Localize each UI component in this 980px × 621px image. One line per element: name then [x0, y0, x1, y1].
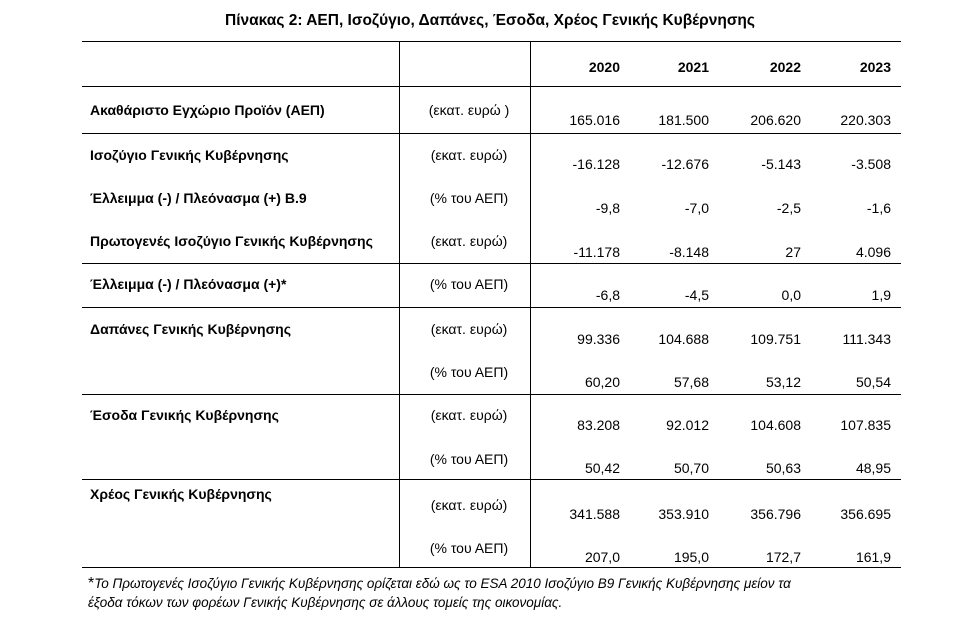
table-cell: 165.016 — [569, 112, 620, 128]
table-cell: -7,0 — [684, 200, 709, 216]
table-cell: 181.500 — [658, 112, 709, 128]
table-cell: 50,63 — [765, 460, 801, 476]
table-cell: 50,42 — [584, 460, 620, 476]
table-cell: 57,68 — [673, 374, 709, 390]
table-cell: 50,54 — [855, 374, 891, 390]
table-cell: 1,9 — [871, 287, 891, 303]
year-header: 2020 — [588, 59, 620, 75]
row-unit: (% του ΑΕΠ) — [429, 364, 509, 380]
table-cell: 53,12 — [765, 374, 801, 390]
row-divider — [82, 133, 901, 134]
footnote-marker: * — [88, 575, 95, 592]
table-cell: 356.695 — [840, 506, 891, 522]
table-cell: 99.336 — [577, 331, 620, 347]
table-cell: -8.148 — [669, 244, 709, 260]
table-cell: 353.910 — [658, 506, 709, 522]
footnote — [88, 574, 918, 612]
table-cell: 109.751 — [750, 331, 801, 347]
row-label: Έλλειμμα (-) / Πλεόνασμα (+) Β.9 — [90, 190, 307, 206]
table-cell: 195,0 — [673, 549, 709, 565]
table-cell: 111.343 — [842, 331, 891, 347]
row-divider — [82, 307, 901, 308]
column-divider — [530, 41, 531, 568]
table-cell: 161,9 — [855, 549, 891, 565]
table-cell: -2,5 — [776, 200, 801, 216]
row-divider — [82, 263, 901, 264]
table-cell: 206.620 — [750, 112, 801, 128]
row-unit: (% του ΑΕΠ) — [429, 276, 509, 292]
table-cell: 27 — [785, 244, 801, 260]
table-cell: 356.796 — [750, 506, 801, 522]
table-cell: 104.608 — [750, 417, 801, 433]
table-cell: 220.303 — [840, 112, 891, 128]
table-cell: -9,8 — [595, 200, 620, 216]
table-cell: -1,6 — [866, 200, 891, 216]
table-cell: 92.012 — [666, 417, 709, 433]
year-header: 2022 — [769, 59, 801, 75]
table-border-top — [82, 41, 901, 42]
row-label: Ισοζύγιο Γενικής Κυβέρνησης — [90, 147, 289, 163]
table-cell: -4,5 — [684, 287, 709, 303]
table-cell: 104.688 — [658, 331, 709, 347]
row-unit: (εκατ. ευρώ) — [430, 497, 508, 513]
row-unit: (εκατ. ευρώ) — [430, 233, 508, 249]
year-header: 2021 — [677, 59, 709, 75]
table-cell: -3.508 — [851, 156, 891, 172]
table-cell: -11.178 — [573, 244, 620, 260]
table-cell: 107.835 — [840, 417, 891, 433]
footnote-line: Το Πρωτογενές Ισοζύγιο Γενικής Κυβέρνησης ορίζεται εδώ ως το ESA 2010 Ισοζύγιο Β9 Γενικής Κυβέρνησης μείον τα — [94, 576, 791, 591]
table-cell: 4.096 — [855, 244, 891, 260]
row-divider — [82, 394, 901, 395]
row-divider — [82, 479, 901, 480]
table-cell: 172,7 — [765, 549, 801, 565]
table-cell: -5.143 — [761, 156, 801, 172]
table-cell: 60,20 — [584, 374, 620, 390]
row-unit: (% του ΑΕΠ) — [429, 540, 509, 556]
table-cell: 0,0 — [781, 287, 801, 303]
row-unit: (% του ΑΕΠ) — [429, 451, 509, 467]
header-divider — [82, 86, 901, 87]
row-unit: (εκατ. ευρώ ) — [428, 102, 510, 118]
row-unit: (εκατ. ευρώ) — [430, 321, 508, 337]
row-label: Ακαθάριστο Εγχώριο Προϊόν (ΑΕΠ) — [90, 102, 325, 118]
table-cell: -16.128 — [572, 156, 620, 172]
footnote-line: έξοδα τόκων των φορέων Γενικής Κυβέρνησης σε άλλους τομείς της οικονομίας. — [88, 595, 563, 610]
row-unit: (% του ΑΕΠ) — [429, 190, 509, 206]
table-cell: 50,70 — [673, 460, 709, 476]
table-cell: 341.588 — [569, 506, 620, 522]
row-label: Χρέος Γενικής Κυβέρνησης — [90, 486, 272, 502]
table-cell: -6,8 — [595, 287, 620, 303]
row-label: Έσοδα Γενικής Κυβέρνησης — [90, 407, 279, 423]
row-label: Πρωτογενές Ισοζύγιο Γενικής Κυβέρνησης — [90, 233, 373, 249]
row-label: Έλλειμμα (-) / Πλεόνασμα (+)* — [90, 276, 287, 292]
data-table — [82, 41, 901, 568]
row-unit: (εκατ. ευρώ) — [430, 407, 508, 423]
table-cell: 207,0 — [584, 549, 620, 565]
table-border-bottom — [82, 567, 901, 568]
row-unit: (εκατ. ευρώ) — [430, 147, 508, 163]
row-label: Δαπάνες Γενικής Κυβέρνησης — [90, 321, 291, 337]
column-divider — [399, 41, 400, 568]
table-cell: 83.208 — [577, 417, 620, 433]
table-cell: -12.676 — [661, 156, 709, 172]
table-title: Πίνακας 2: ΑΕΠ, Ισοζύγιο, Δαπάνες, Έσοδα, Χρέος Γενικής Κυβέρνησης — [225, 12, 755, 29]
table-cell: 48,95 — [855, 460, 891, 476]
year-header: 2023 — [859, 59, 891, 75]
